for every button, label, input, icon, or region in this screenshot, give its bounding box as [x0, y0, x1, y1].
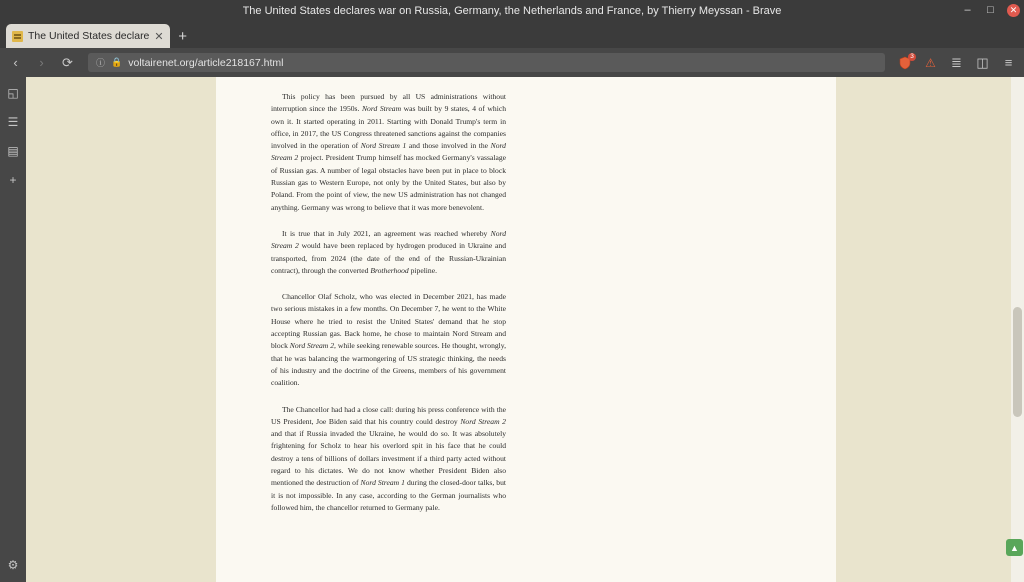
sidebar-item-history[interactable]: ☰ [7, 115, 19, 129]
reload-icon[interactable]: ⟳ [62, 54, 73, 70]
minimize-button[interactable]: – [964, 4, 971, 16]
lock-icon: 🔒 [111, 57, 123, 67]
address-bar[interactable] [88, 53, 885, 72]
article-paragraph: It is true that in July 2021, an agreement was reached whereby Nord Stream 2 would have been replaced by hydrogen produced in Ukraine and transported, from 2024 (the date of the end of the Russian-Ukrainian contract), through the converted Brotherhood pipeline. [271, 228, 506, 275]
article-paragraph: The Chancellor had had a close call: during his press conference with the US President, Joe Biden said that his country could destroy Nord Stream 2 and that if Russia invaded the Ukraine, he would do so. It was absolutely frightening for Scholz to hear his overlord spit in his face that he could destroy a tens of billions of dollars investment if a third party acted without regard to his dictates. We do not know whether President Biden also mentioned the destruction of Nord Stream 1 during the closed-door talks, but it is not impossible. In any case, according to the German journalists who followed him, the chancellor returned to Germany pale. [271, 404, 506, 512]
sidebar-item-reading-list[interactable]: ▤ [7, 144, 19, 158]
content-area [0, 77, 1024, 582]
article-body [271, 77, 506, 514]
new-tab-button[interactable]: + [178, 27, 187, 45]
window-controls [961, 0, 1020, 21]
tab-title: The United States declare [28, 30, 150, 42]
window-title: The United States declares war on Russia, Germany, the Netherlands and France, by Thierry Meyssan - Brave [242, 4, 782, 17]
sidebar [0, 77, 26, 582]
page-icon [12, 31, 23, 42]
maximize-button[interactable]: □ [987, 4, 994, 16]
back-to-top-button[interactable]: ▲ [1006, 539, 1023, 556]
back-icon[interactable]: ‹ [13, 55, 18, 70]
settings-icon[interactable]: ⚙ [7, 558, 19, 572]
tab-active[interactable] [6, 24, 170, 48]
shields-icon[interactable] [897, 52, 914, 71]
reading-list-icon[interactable]: ≣ [951, 54, 962, 70]
browser-toolbar [0, 48, 1024, 77]
shields-count-badge: 3 [908, 53, 916, 61]
article-paragraph: Chancellor Olaf Scholz, who was elected in December 2021, has made two serious mistakes in a few months. On December 7, he went to the White House where he tried to resist the United States' demand that he stop accepting Russian gas. Back home, he chose to maintain Nord Stream and block Nord Stream 2, while seeking renewable sources. He thought, wrongly, that he was balancing the warmongering of US strategic thinking, the needs of his industry and the doctrine of the Greens, members of his government coalition. [271, 292, 506, 388]
forward-icon[interactable]: › [39, 55, 44, 70]
close-icon[interactable]: ✕ [154, 30, 164, 43]
scrollbar[interactable] [1011, 77, 1024, 582]
warning-icon[interactable]: ⚠ [925, 55, 936, 70]
site-info-icon[interactable]: ⓘ [96, 58, 106, 68]
sidebar-item-bookmarks[interactable]: ◱ [7, 86, 19, 100]
menu-icon[interactable]: ≡ [1004, 55, 1013, 70]
web-page [26, 77, 1024, 582]
article-paragraph: This policy has been pursued by all US administrations without interruption since the 1950s. Nord Stream was built by 9 states, 4 of which own it. It started operating in 2011. Starting with Donald Trump's term in office, in 2017, the US Congress threatened sanctions against the companies involved in the operation of Nord Stream 1 and those involved in the Nord Stream 2 project. President Trump himself has mocked Germany's vassalage of Russian gas. A number of legal obstacles have been put in place to block Russian gas to Western Europe, not only by the United States, but also by Poland. From the point of view, the new US administration has not changed anything. Germany was wrong to believe that it was more benevolent. [271, 92, 506, 212]
sidebar-item-add[interactable]: + [9, 173, 17, 187]
title-bar [0, 0, 1024, 21]
sidebar-toggle-icon[interactable]: ◫ [976, 54, 989, 70]
scrollbar-thumb[interactable] [1013, 307, 1022, 417]
url-text: voltairenet.org/article218167.html [128, 56, 284, 69]
article-sheet [216, 77, 836, 582]
tab-strip [0, 21, 1024, 48]
close-button[interactable]: ✕ [1007, 4, 1020, 17]
